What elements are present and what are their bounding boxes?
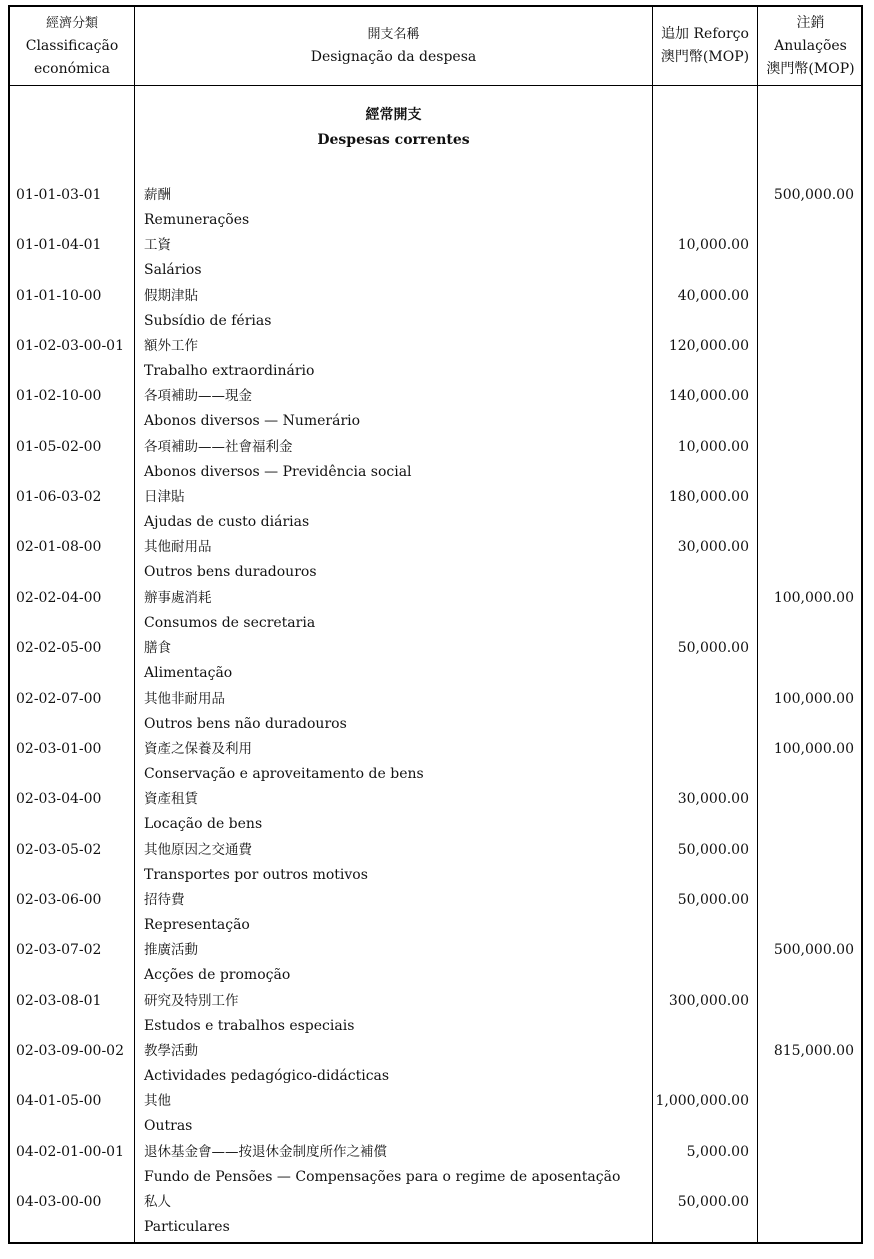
anulacao-amount: 500,000.00: [773, 942, 854, 959]
economic-code: 02-01-08-00: [16, 539, 102, 556]
economic-code: 01-06-03-02: [16, 489, 102, 506]
table-row: [10, 586, 863, 636]
designation-zh: 其他: [144, 1093, 171, 1110]
anulacao-amount: 815,000.00: [773, 1042, 854, 1059]
designation-pt: Conservação e aproveitamento de bens: [144, 765, 424, 782]
header-reforco-line1: 追加 Reforço: [661, 26, 749, 42]
designation-zh: 退休基金會——按退休金制度所作之補償: [144, 1143, 387, 1160]
table-row: [10, 687, 863, 737]
table-row: [10, 636, 863, 686]
economic-code: 02-03-05-02: [16, 841, 102, 858]
header-reforco-line2: 澳門幣(MOP): [660, 49, 750, 65]
economic-code: 02-03-04-00: [16, 791, 102, 808]
reforco-amount: 40,000.00: [677, 287, 749, 304]
designation-zh: 其他耐用品: [144, 539, 212, 556]
header-anulacoes: [758, 7, 863, 85]
designation-zh: 日津貼: [144, 489, 185, 506]
economic-code: 02-02-05-00: [16, 640, 102, 657]
table-row: [10, 737, 863, 787]
table-row: [10, 1140, 863, 1190]
table-row: [10, 787, 863, 837]
designation-zh: 各項補助——現金: [144, 388, 252, 405]
table-row: [10, 485, 863, 535]
designation-zh: 膳食: [144, 640, 171, 657]
designation-pt: Alimentação: [144, 665, 233, 682]
reforco-amount: 50,000.00: [677, 640, 749, 657]
table-row: [10, 233, 863, 283]
designation-zh: 其他非耐用品: [144, 690, 225, 707]
economic-code: 01-01-04-01: [16, 237, 102, 254]
economic-code: 04-01-05-00: [16, 1093, 102, 1110]
designation-zh: 各項補助——社會福利金: [144, 438, 293, 455]
designation-pt: Outras: [144, 1118, 193, 1135]
reforco-amount: 50,000.00: [677, 891, 749, 908]
table-row: [10, 938, 863, 988]
table-row: [10, 838, 863, 888]
economic-code: 02-03-08-01: [16, 992, 102, 1009]
economic-code: 02-03-09-00-02: [16, 1042, 124, 1059]
header-divider: [10, 85, 861, 86]
table-row: [10, 535, 863, 585]
designation-pt: Acções de promoção: [144, 967, 291, 984]
table-row: [10, 183, 863, 233]
designation-pt: Consumos de secretaria: [144, 614, 316, 631]
budget-table: [8, 5, 863, 1244]
reforco-amount: 5,000.00: [686, 1143, 749, 1160]
designation-zh: 額外工作: [144, 338, 198, 355]
economic-code: 01-02-10-00: [16, 388, 102, 405]
designation-pt: Representação: [144, 916, 250, 933]
designation-pt: Abonos diversos — Numerário: [144, 413, 361, 430]
section-title-zh: 經常開支: [365, 107, 422, 123]
section-heading: [135, 103, 652, 153]
header-classification-pt-1: Classificação: [25, 37, 119, 54]
anulacao-amount: 500,000.00: [773, 187, 854, 203]
designation-pt: Outros bens duradouros: [144, 564, 317, 581]
header-classification: [10, 7, 134, 85]
reforco-amount: 30,000.00: [677, 539, 749, 556]
economic-code: 02-03-01-00: [16, 740, 102, 757]
designation-zh: 工資: [144, 237, 171, 254]
reforco-amount: 10,000.00: [677, 237, 749, 254]
header-reforco: [653, 7, 757, 85]
anulacao-amount: 100,000.00: [773, 690, 854, 707]
economic-code: 02-03-06-00: [16, 891, 102, 908]
designation-zh: 其他原因之交通費: [144, 841, 252, 858]
designation-pt: Actividades pedagógico-didácticas: [144, 1067, 390, 1084]
designation-pt: Subsídio de férias: [144, 312, 272, 329]
designation-pt: Ajudas de custo diárias: [144, 514, 310, 531]
designation-pt: Salários: [144, 262, 202, 279]
designation-pt: Fundo de Pensões — Compensações para o regime de aposentação: [144, 1168, 621, 1185]
reforco-amount: 140,000.00: [668, 388, 749, 405]
reforco-amount: 300,000.00: [668, 992, 749, 1009]
designation-pt: Particulares: [144, 1219, 230, 1235]
economic-code: 04-03-00-00: [16, 1194, 102, 1210]
header-designation-pt: Designação da despesa: [310, 49, 477, 65]
table-row: [10, 435, 863, 485]
economic-code: 02-02-04-00: [16, 589, 102, 606]
economic-code: 02-03-07-02: [16, 942, 102, 959]
table-row: [10, 384, 863, 434]
designation-pt: Abonos diversos — Previdência social: [144, 463, 412, 480]
economic-code: 01-01-03-01: [16, 187, 102, 203]
anulacao-amount: 100,000.00: [773, 740, 854, 757]
reforco-amount: 1,000,000.00: [655, 1093, 749, 1110]
designation-zh: 假期津貼: [144, 287, 198, 304]
economic-code: 04-02-01-00-01: [16, 1143, 124, 1160]
economic-code: 01-01-10-00: [16, 287, 102, 304]
designation-zh: 薪酬: [144, 187, 171, 203]
reforco-amount: 10,000.00: [677, 438, 749, 455]
header-anulacoes-line1: 注銷 Anulações: [774, 14, 847, 54]
table-row: [10, 1089, 863, 1139]
designation-zh: 研究及特別工作: [144, 992, 239, 1009]
designation-zh: 資產之保養及利用: [144, 740, 252, 757]
header-designation: [135, 7, 652, 85]
designation-zh: 資產租賃: [144, 791, 198, 808]
header-classification-zh: 經濟分類: [45, 15, 98, 31]
table-row: [10, 1190, 863, 1240]
designation-zh: 招待費: [144, 891, 185, 908]
reforco-amount: 50,000.00: [677, 1194, 749, 1210]
anulacao-amount: 100,000.00: [773, 589, 854, 606]
designation-zh: 教學活動: [144, 1042, 198, 1059]
table-row: [10, 334, 863, 384]
header-designation-zh: 開支名稱: [367, 27, 420, 42]
designation-pt: Transportes por outros motivos: [144, 866, 368, 883]
designation-pt: Estudos e trabalhos especiais: [144, 1017, 355, 1034]
designation-zh: 辦事處消耗: [144, 589, 212, 606]
reforco-amount: 120,000.00: [668, 338, 749, 355]
table-row: [10, 888, 863, 938]
designation-pt: Outros bens não duradouros: [144, 715, 347, 732]
designation-pt: Trabalho extraordinário: [144, 363, 315, 380]
designation-zh: 私人: [144, 1194, 171, 1210]
header-classification-pt-2: económica: [34, 60, 110, 77]
economic-code: 02-02-07-00: [16, 690, 102, 707]
economic-code: 01-02-03-00-01: [16, 338, 124, 355]
designation-pt: Locação de bens: [144, 816, 263, 833]
economic-code: 01-05-02-00: [16, 438, 102, 455]
designation-zh: 推廣活動: [144, 942, 198, 959]
header-anulacoes-line2: 澳門幣(MOP): [766, 60, 855, 77]
reforco-amount: 30,000.00: [677, 791, 749, 808]
reforco-amount: 50,000.00: [677, 841, 749, 858]
designation-pt: Remunerações: [144, 212, 250, 228]
section-title-pt: Despesas correntes: [317, 132, 470, 148]
table-row: [10, 989, 863, 1039]
table-row: [10, 1039, 863, 1089]
reforco-amount: 180,000.00: [668, 489, 749, 506]
table-row: [10, 284, 863, 334]
